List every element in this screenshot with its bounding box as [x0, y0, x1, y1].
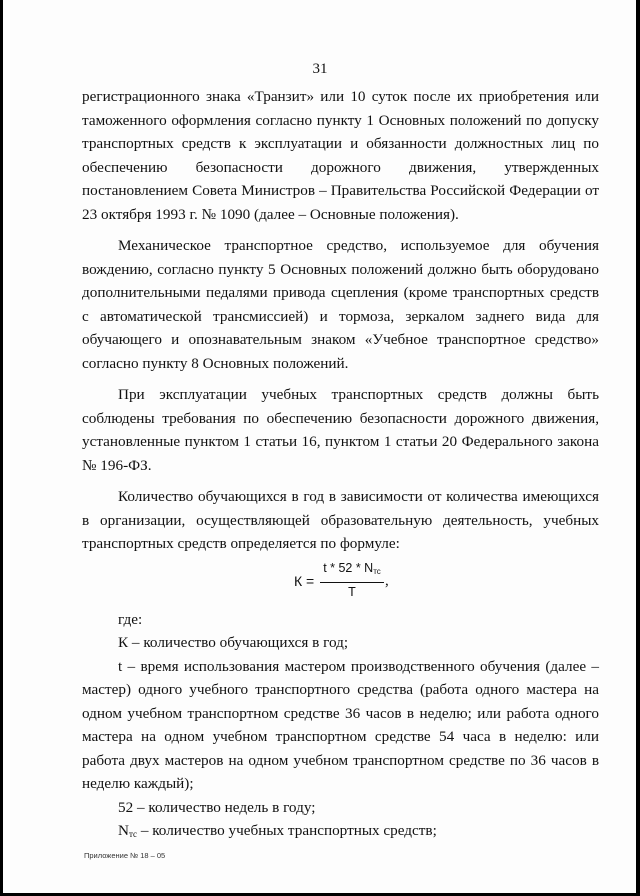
definition-k: К – количество обучающихся в год; [118, 634, 349, 651]
definition-weeks: 52 – количество недель в году; [118, 798, 316, 816]
paragraph-4: Количество обучающихся в год в зависимости от количества имеющихся в организации, осуществляющей образовательную деятельность, учебных транспортных средств определяется по формуле: [82, 488, 599, 552]
definition-ntc-text: – количество учебных транспортных средств; [137, 822, 437, 839]
formula [82, 558, 599, 606]
definition-ntc-sub: тс [128, 829, 138, 839]
formula-denominator: T [348, 584, 356, 599]
scan-border-left [0, 0, 3, 896]
paragraph-1: регистрационного знака «Транзит» или 10 суток после их приобретения или таможенного оформления согласно пункту 1 Основных положений по допуску транспортных средств к эксплуатации и обязанности должностных лиц по обеспечению безопасности дорожного движения, утвержденных постановлением Совета Министров – Правительства Российской Федерации от 23 октября 1993 г. № 1090 (далее – Основные положения). [82, 88, 599, 223]
paragraph-2: Механическое транспортное средство, используемое для обучения вождению, согласно пункту 5 Основных положений должно быть оборудовано дополнительными педалями привода сцепления (кроме транспортных средств с автоматической трансмиссией) и тормоза, зеркалом заднего вида для обучающего и опознавательным знаком «Учебное транспортное средство» согласно пункту 8 Основных положений. [82, 237, 599, 372]
scan-border-right [636, 0, 640, 896]
footer-attachment-label: Приложение № 18 – 05 [84, 851, 166, 860]
paragraph-3: При эксплуатации учебных транспортных средств должны быть соблюдены требования по обеспечению безопасности дорожного движения, установленные пунктом 1 статьи 16, пунктом 1 статьи 20 Федерального закона № 196-ФЗ. [82, 386, 599, 474]
document-body [82, 85, 599, 847]
formula-fraction [320, 559, 384, 601]
formula-numerator-sub: тс [373, 566, 381, 576]
page-number: 31 [312, 61, 328, 77]
formula-comma: , [385, 572, 389, 589]
definition-t: t – время использования мастером производственного обучения (далее – мастер) одного учебного транспортного средства (работа одного мастера на одном учебном транспортном средстве 36 часов в неделю; или работа одного мастера на одном учебном транспортном средстве 54 часа в неделю: или работа двух мастеров на одном учебном транспортном средстве по 36 часов в неделю каждый); [82, 657, 599, 792]
formula-lhs: К = [294, 572, 315, 589]
formula-numerator [320, 559, 384, 583]
definition-ntc-symbol: N [118, 822, 129, 839]
formula-numerator-main: t * 52 * N [323, 560, 374, 575]
definitions-intro: где: [118, 610, 143, 628]
definition-ntc [82, 819, 599, 847]
